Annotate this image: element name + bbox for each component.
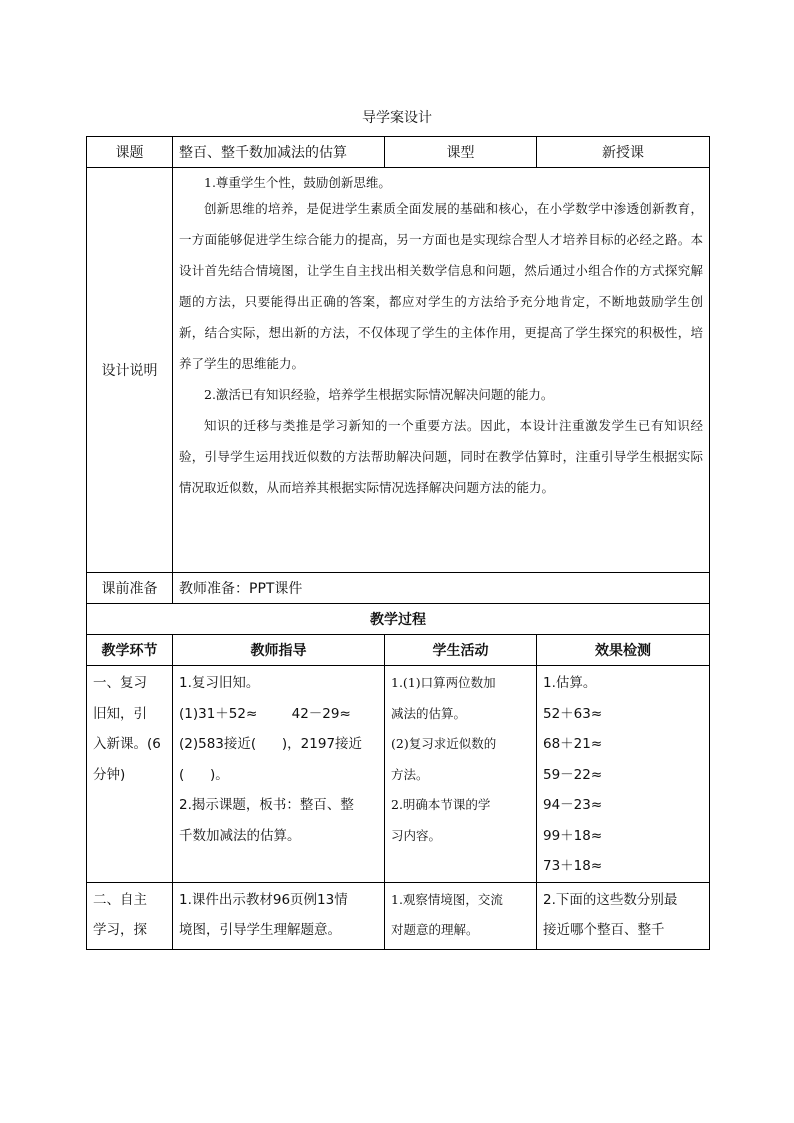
column-header-row [87,635,710,666]
prep-label: 课前准备 [87,573,173,604]
type-value: 新授课 [537,137,710,168]
process-title: 教学过程 [87,604,710,635]
design-paragraph-1: 创新思维的培养，是促进学生素质全面发展的基础和核心，在小学数学中渗透创新教育，一方面能够促进学生综合能力的提高，另一方面也是实现综合型人才培养目标的必经之路。本设计首先结合情境图，让学生自主找出相关数学信息和问题，然后通过小组合作的方式探究解题的方法，只要能得出正确的答案，都应对学生的方法给予充分地肯定，不断地鼓励学生创新，结合实际，想出新的方法，不仅体现了学生的主体作用，更提高了学生探究的积极性，培养了学生的思维能力。 [179,201,703,371]
stage-1-label-line: 入新课。(6 [93,736,161,752]
stage-2-label-line: 二、自主 [93,891,147,908]
design-content [173,168,710,573]
check-line: 52＋63≈ [543,705,603,722]
design-paragraph-2: 知识的迁移与类推是学习新知的一个重要方法。因此，本设计注重激发学生已有知识经验，引导学生运用找近似数的方法帮助解决问题，同时在教学估算时，注重引导学生根据实际情况取近似数，从而培养其根据实际情况选择解决问题方法的能力。 [179,418,703,495]
header-check: 效果检测 [537,635,710,666]
student-line: 对题意的理解。 [391,922,479,937]
header-row [87,137,710,168]
check-line: 68＋21≈ [543,736,603,752]
student-line: 1.观察情境图，交流 [391,891,503,907]
stage-2-teacher [173,882,385,949]
student-line: (2)复习求近似数的 [391,736,497,751]
student-line: 习内容。 [391,827,442,843]
topic-label: 课题 [87,137,173,168]
design-point-1: 1.尊重学生个性，鼓励创新思维。 [204,175,391,190]
stage-2-student [385,882,537,949]
teacher-line: (2)583接近( )，2197接近 [179,736,363,752]
check-line: 1.估算。 [543,675,597,691]
stage-2-row [87,882,710,949]
student-line: 2.明确本节课的学 [391,797,491,812]
teacher-line: ( )。 [179,766,229,783]
check-line: 99＋18≈ [543,827,603,844]
design-point-2: 2.激活已有知识经验，培养学生根据实际情况解决问题的能力。 [204,387,554,402]
stage-1-label-line: 分钟) [93,766,126,783]
check-line: 73＋18≈ [543,858,603,874]
process-title-row [87,604,710,635]
check-line: 94－23≈ [543,797,603,813]
design-label: 设计说明 [87,168,173,573]
teacher-line: 1.课件出示教材96页例13情 [179,891,348,908]
student-line: 减法的估算。 [391,705,467,721]
stage-1-label-line: 一、复习 [93,675,147,691]
topic-value: 整百、整千数加减法的估算 [173,137,385,168]
check-line: 59－22≈ [543,766,603,783]
stage-1-row [87,666,710,883]
stage-2-label [87,882,173,949]
teacher-line: 境图，引导学生理解题意。 [179,922,341,938]
stage-1-label-line: 旧知，引 [93,705,147,722]
stage-1-student [385,666,537,883]
teacher-line: 2.揭示课题，板书：整百、整 [179,797,354,813]
header-teacher: 教师指导 [173,635,385,666]
check-line: 2.下面的这些数分别最 [543,891,678,908]
teacher-line: 千数加减法的估算。 [179,827,301,844]
check-line: 接近哪个整百、整千 [543,922,665,938]
prep-row [87,573,710,604]
type-label: 课型 [385,137,537,168]
student-line: 1.(1)口算两位数加 [391,675,496,690]
stage-1-teacher [173,666,385,883]
prep-text: 教师准备：PPT课件 [173,573,710,604]
stage-2-check [537,882,710,949]
teacher-line: (1)31＋52≈ 42－29≈ [179,705,351,722]
header-stage: 教学环节 [87,635,173,666]
lesson-plan-table [86,136,710,950]
document-title: 导学案设计 [362,110,432,126]
stage-2-label-line: 学习，探 [93,922,147,938]
design-row [87,168,710,573]
teacher-line: 1.复习旧知。 [179,675,260,691]
stage-1-check [537,666,710,883]
student-line: 方法。 [391,766,429,782]
stage-1-label [87,666,173,883]
header-student: 学生活动 [385,635,537,666]
